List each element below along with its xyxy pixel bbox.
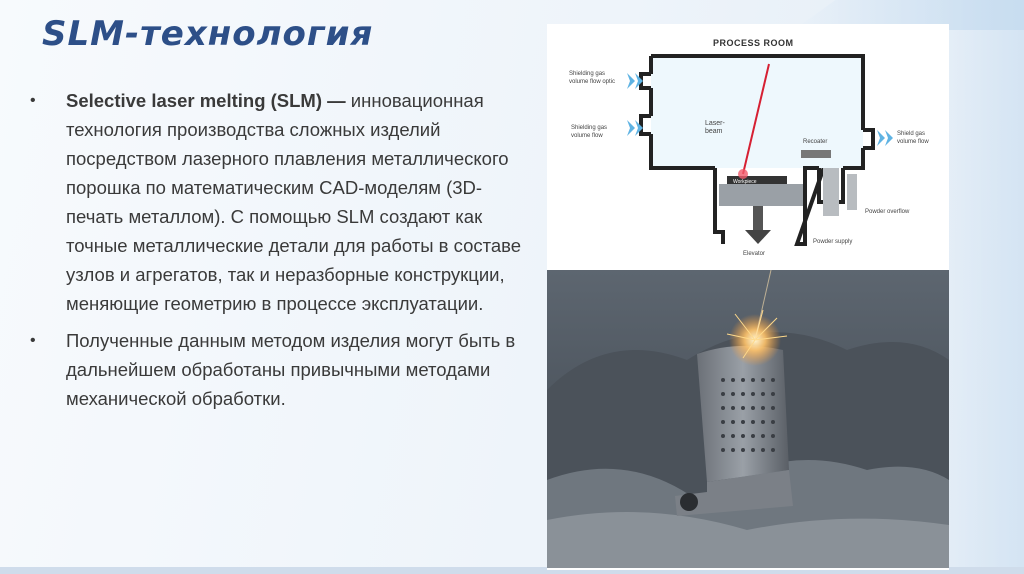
bullet-text: инновационная технология производства сложных изделий посредством лазерного плавления металлического порошка по математическим CAD-моделям (3D-печать металлом). С помощью SLM создают как точные металлические детали для работы в составе узлов и агрегатов, так и неразборные конструкции, меняющие геометрию в процессе эксплуатации. [66,90,522,314]
label-laser: Laser- beam [705,120,725,135]
figure-panel [547,24,949,570]
elevator-shaft [753,206,763,234]
elevator-arrow-icon [745,230,771,244]
label-powder-supply: Powder supply [813,239,853,245]
label-elevator: Elevator [743,251,766,257]
powder-overflow [847,174,857,210]
decor-side-band [944,0,1024,574]
bullet-dot-icon: • [30,332,36,349]
label-workpiece: Workpiece [733,179,757,185]
powder-supply [823,168,839,216]
bullet-item-1 [30,86,530,318]
bullet-list [30,86,530,421]
bullet-text: Полученные данным методом изделия могут быть в дальнейшем обработаны привычными методами механической обработки. [66,330,516,409]
bullet-dot-icon: • [30,92,36,109]
printed-part-photo [547,270,949,568]
build-platform [719,184,803,206]
slide-title: SLM-технология [42,14,374,54]
diagram-title: PROCESS ROOM [713,38,794,48]
printed-part-image [547,270,949,568]
label-gas-out: Shield gas volume flow [897,131,929,145]
process-diagram-drawing [547,24,949,270]
bullet-item-2 [30,326,530,413]
process-diagram [547,24,949,270]
label-gas-in-mid: Shielding gas volume flow [571,125,608,139]
bullet-lead: Selective laser melting (SLM) — [66,90,346,111]
label-recoater: Recoater [803,139,828,145]
label-powder-overflow: Powder overflow [865,209,910,215]
recoater [801,150,831,158]
label-gas-in-top: Shielding gas volume flow optic [569,71,616,85]
